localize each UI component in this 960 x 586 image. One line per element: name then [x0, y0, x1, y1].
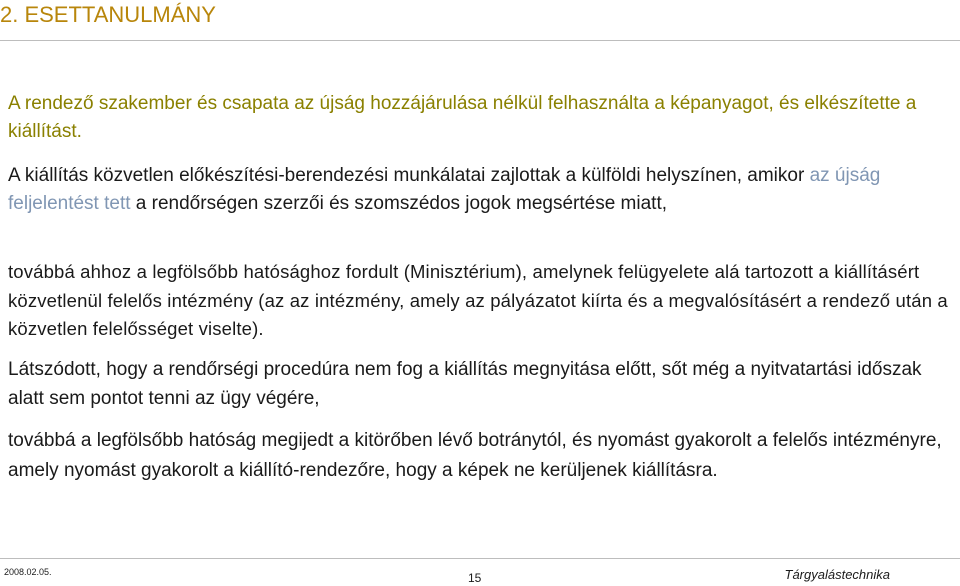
title-divider [0, 40, 960, 41]
paragraph-pressure: továbbá a legfölsőbb hatóság megijedt a kitörőben lévő botránytól, és nyomást gyakorolt a felelős intézményre, amely nyomást gyakorolt a kiállító-rendezőre, hogy a képek ne kerüljenek kiállításra. [8, 430, 942, 481]
paragraph-intro: A rendező szakember és csapata az újság hozzájárulása nélkül felhasználta a képanyagot, és elkészítette a kiállítást. [8, 93, 917, 142]
paragraph-police-procedure: Látszódott, hogy a rendőrségi procedúra nem fog a kiállítás megnyitása előtt, sőt még a nyitvatartási időszak alatt sem pontot tenni az ügy végére, [8, 359, 922, 409]
paragraph-preparations-text-end: a rendőrségen szerzői és szomszédos jogok megsértése miatt, [130, 193, 668, 214]
footer-topic: Tárgyalástechnika [784, 567, 890, 582]
paragraph-ministry: továbbá ahhoz a legfölsőbb hatósághoz fordult (Minisztérium), amelynek felügyelete alá tartozott a kiállításért közvetlenül felelős intézmény (az az intézmény, amely az pályázatot kiírta és a megvalósításért a rendező után a közvetlen felelősséget viselte). [8, 261, 948, 339]
slide-title: 2. ESETTANULMÁNY [0, 2, 216, 27]
footer-divider [0, 558, 960, 559]
paragraph-preparations-text-start: A kiállítás közvetlen előkészítési-berendezési munkálatai zajlottak a külföldi helyszínen, amikor [8, 165, 810, 186]
paragraph-preparations [8, 162, 953, 218]
footer-date: 2008.02.05. [4, 567, 52, 577]
page-number: 15 [468, 571, 482, 585]
highlighted-phrase: az újság feljelentést tett [8, 165, 881, 214]
